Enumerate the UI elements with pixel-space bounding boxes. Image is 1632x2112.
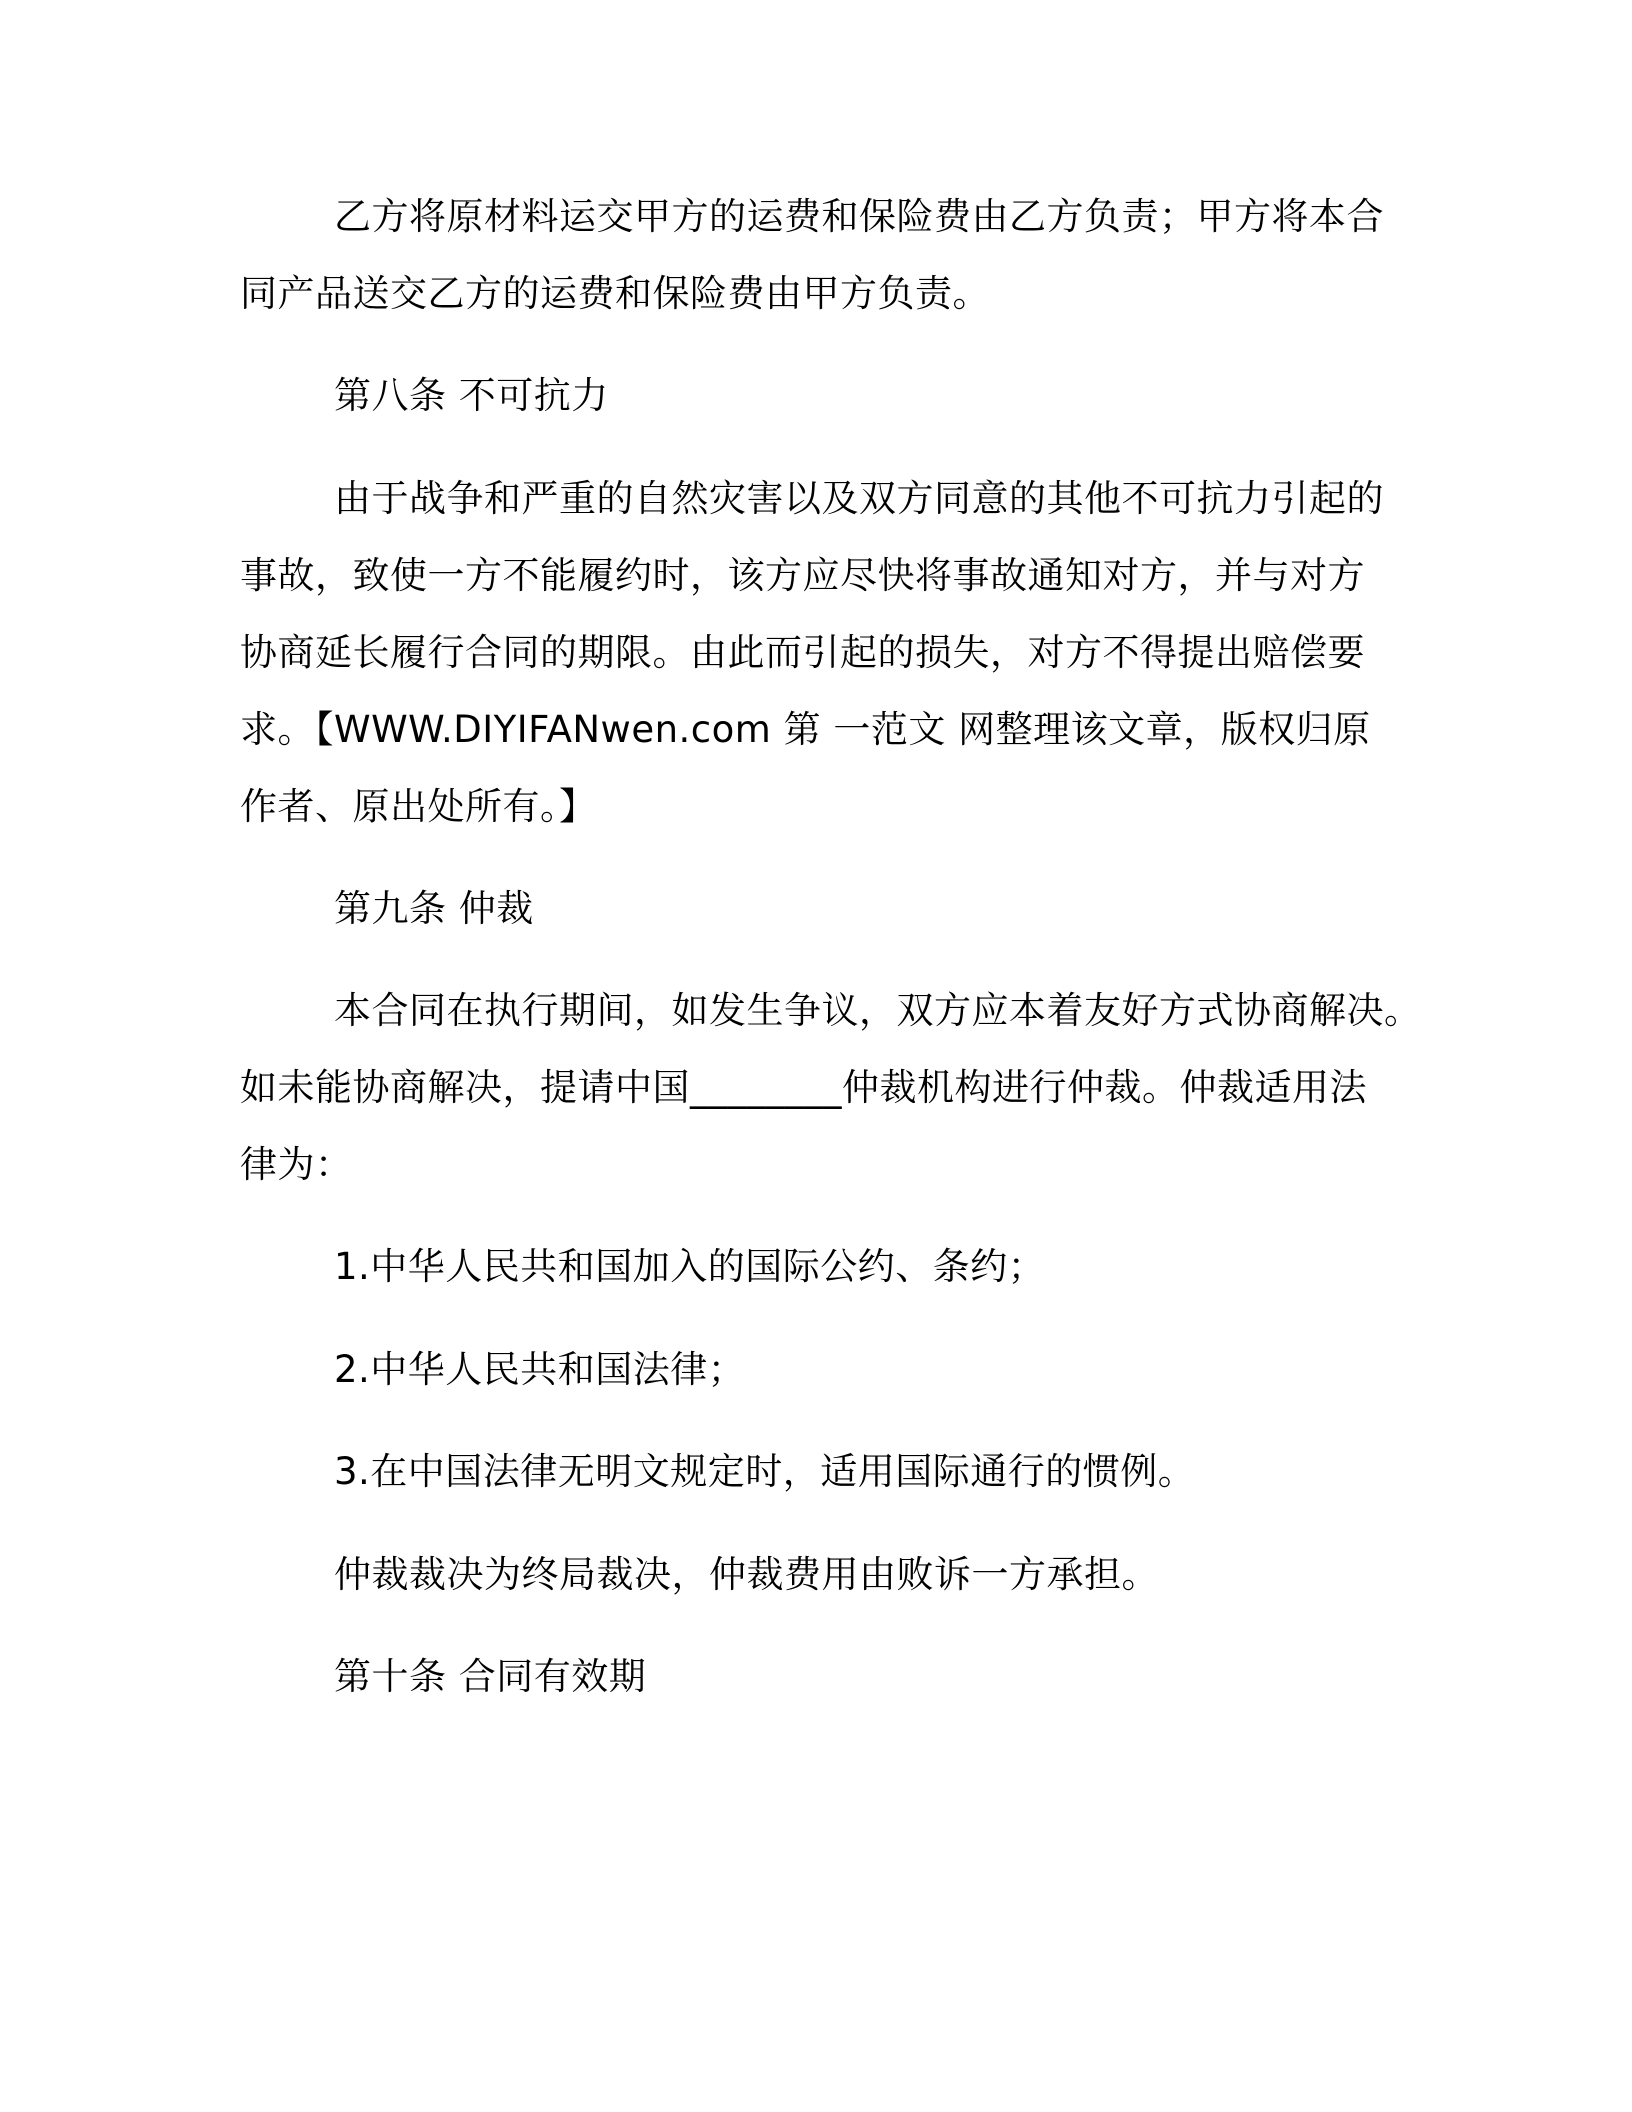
section-heading: 第八条 不可抗力 bbox=[334, 374, 609, 417]
paragraph-line: 由于战争和严重的自然灾害以及双方同意的其他不可抗力引起的 bbox=[334, 477, 1384, 520]
paragraph-line: 乙方将原材料运交甲方的运费和保险费由乙方负责；甲方将本合 bbox=[334, 195, 1384, 238]
section-heading: 第九条 仲裁 bbox=[334, 887, 534, 930]
paragraph-line: 作者、原出处所有。】 bbox=[240, 785, 597, 828]
paragraph-line: 仲裁裁决为终局裁决，仲裁费用由败诉一方承担。 bbox=[334, 1553, 1159, 1596]
list-item: 2.中华人民共和国法律； bbox=[334, 1348, 746, 1391]
section-heading: 第十条 合同有效期 bbox=[334, 1655, 647, 1698]
paragraph-line: 同产品送交乙方的运费和保险费由甲方负责。 bbox=[240, 272, 990, 315]
paragraph-line: 事故，致使一方不能履约时，该方应尽快将事故通知对方，并与对方 bbox=[240, 554, 1365, 597]
paragraph-line: 本合同在执行期间，如发生争议，双方应本着友好方式协商解决。 bbox=[334, 989, 1422, 1032]
paragraph-line: 如未能协商解决，提请中国________仲裁机构进行仲裁。仲裁适用法 bbox=[240, 1066, 1367, 1109]
paragraph-line: 律为： bbox=[240, 1143, 353, 1186]
paragraph-line: 求。【WWW.DIYIFANwen.com 第 一范文 网整理该文章，版权归原 bbox=[240, 708, 1371, 751]
paragraph-line: 协商延长履行合同的期限。由此而引起的损失，对方不得提出赔偿要 bbox=[240, 631, 1365, 674]
list-item: 1.中华人民共和国加入的国际公约、条约； bbox=[334, 1245, 1046, 1288]
list-item: 3.在中国法律无明文规定时，适用国际通行的惯例。 bbox=[334, 1450, 1196, 1493]
